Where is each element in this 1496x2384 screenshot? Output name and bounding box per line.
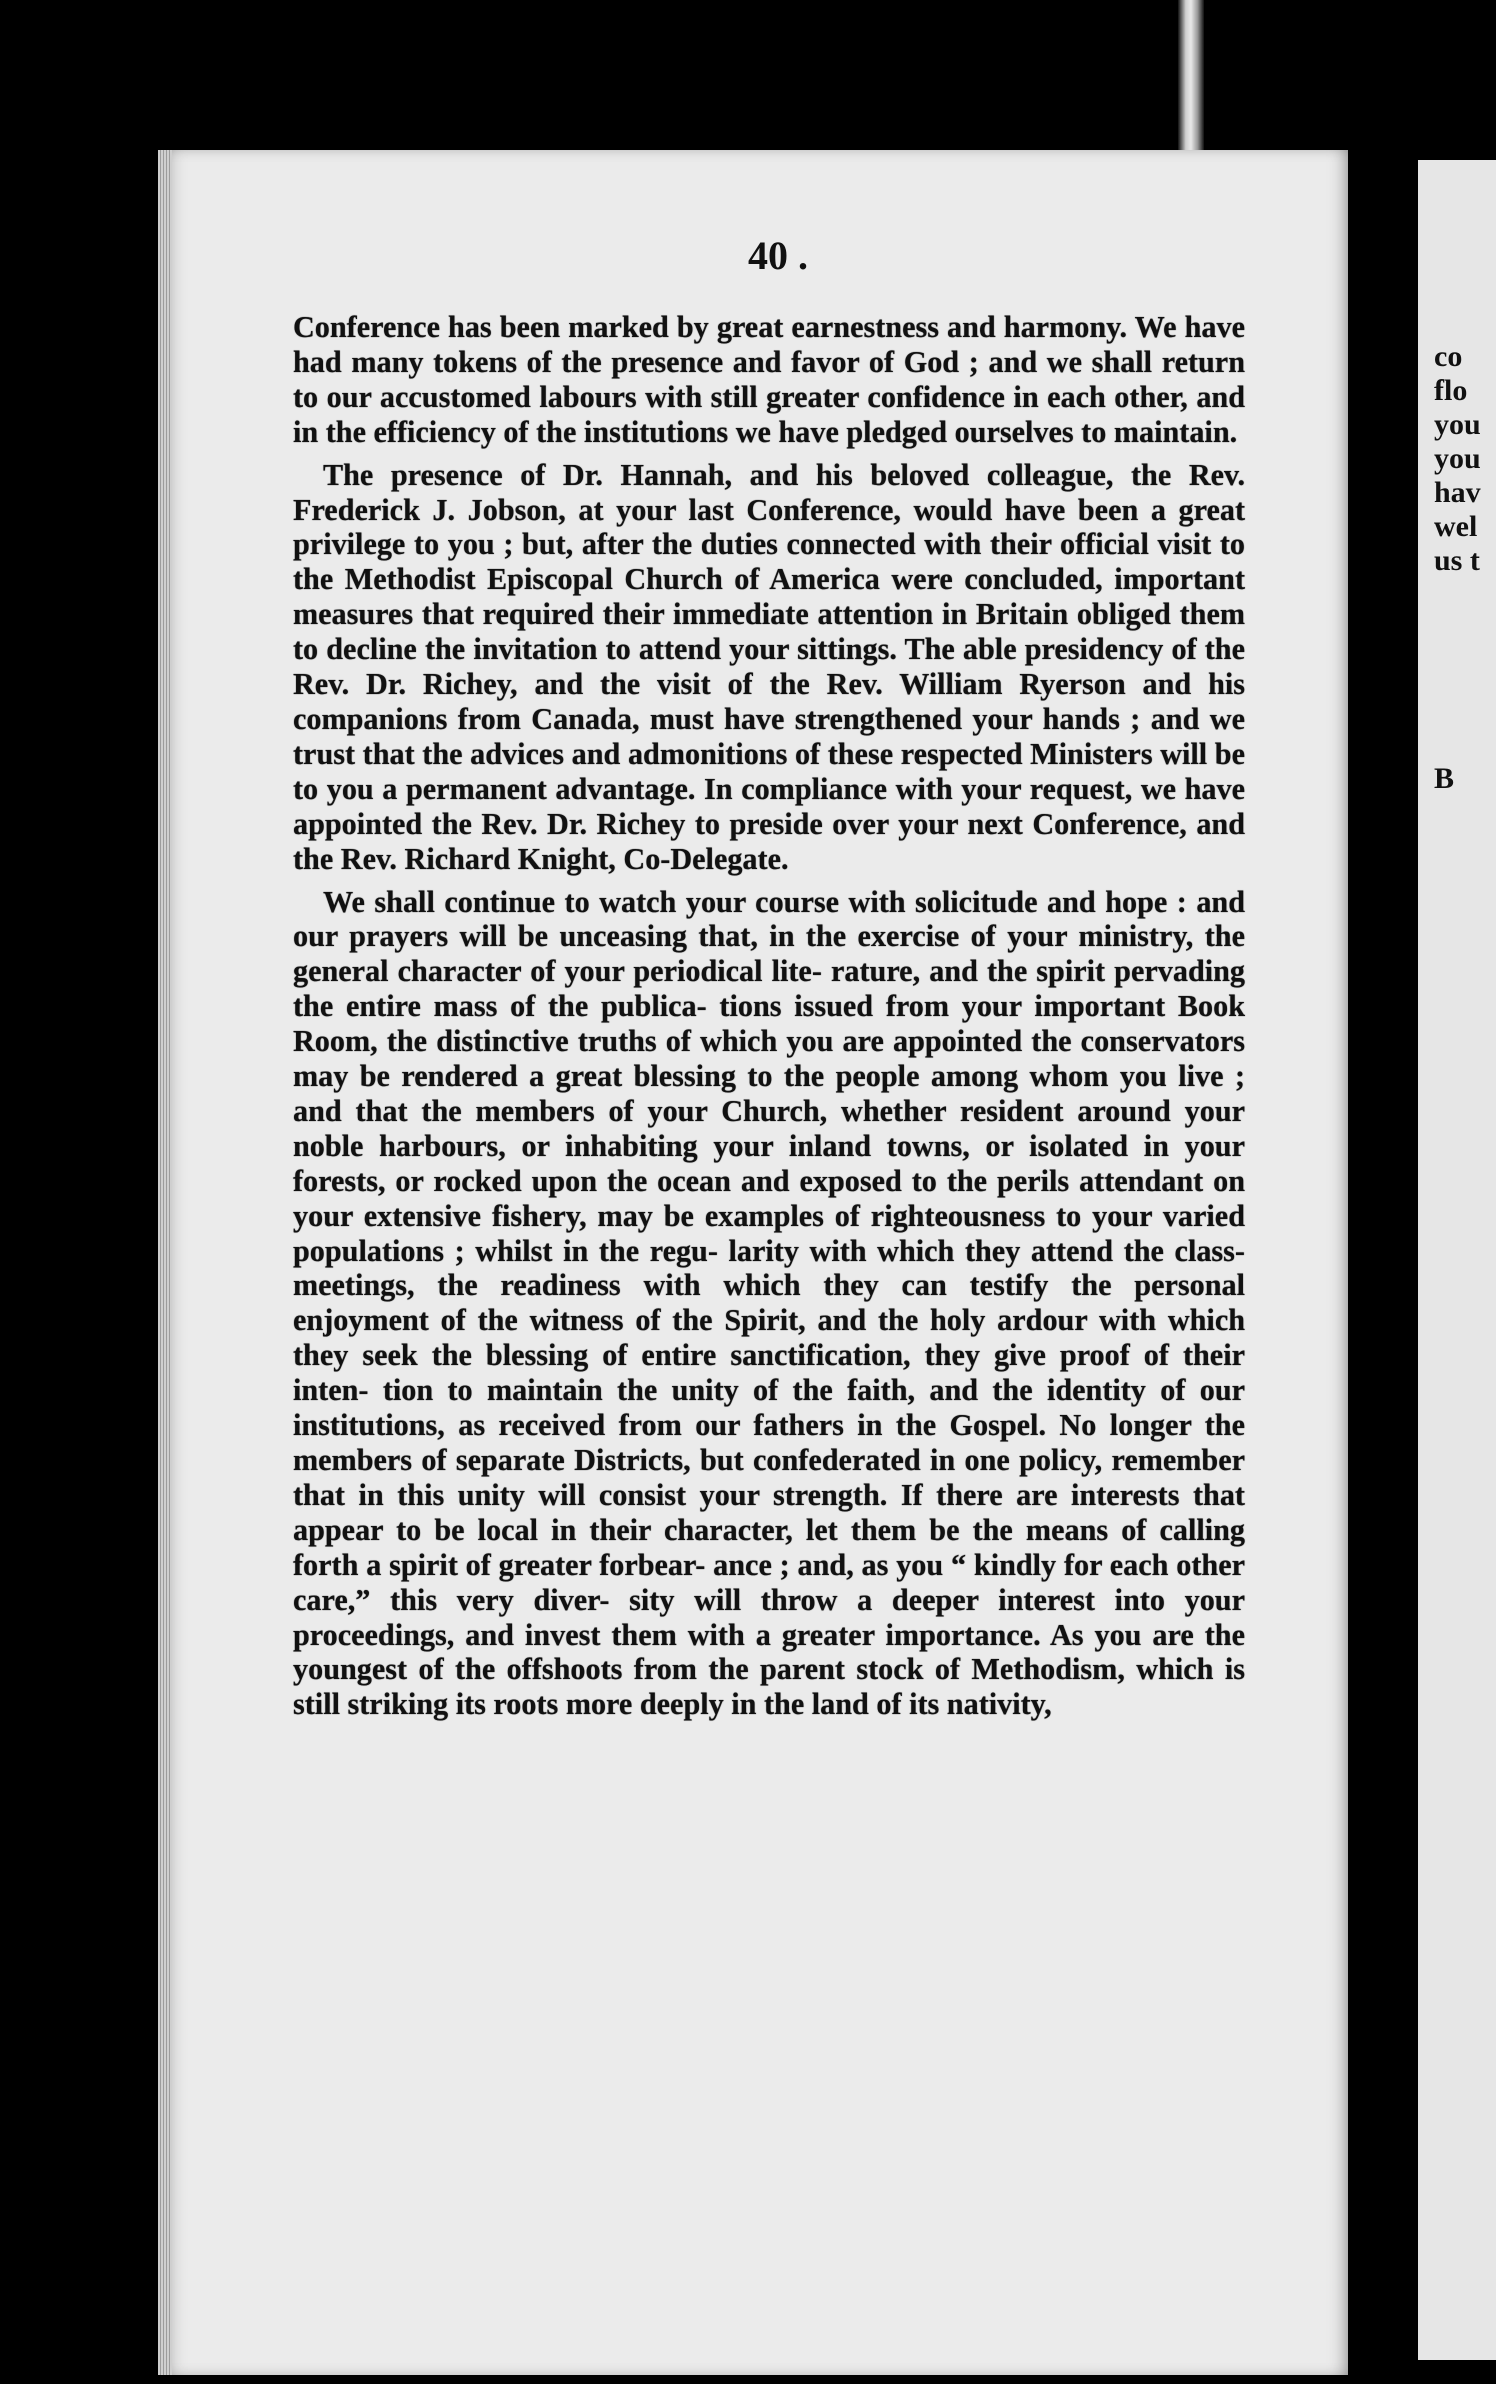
book-page bbox=[158, 150, 1348, 2375]
text-line: invest them with a greater importance. As you are the youngest bbox=[293, 1617, 1245, 1687]
text-line: still striking its roots more deeply in the land of its nativity, bbox=[293, 1687, 1052, 1722]
text-line: truths of which you are appointed the conservators may be bbox=[293, 1024, 1245, 1094]
text-line: Richard Knight, Co-Delegate. bbox=[404, 841, 789, 876]
text-line: with their official visit to the Methodist Episcopal Church of bbox=[293, 527, 1245, 597]
page-gap bbox=[1348, 150, 1418, 2384]
text-line: perils attendant on your extensive fishery, may be examples of bbox=[293, 1163, 1245, 1233]
text-line: tion to maintain the unity of the faith, and the identity of our bbox=[382, 1373, 1246, 1408]
text-line: We shall continue to watch your course with solicitude and bbox=[323, 884, 1106, 919]
text-line: and his companions from Canada, must have strengthened your bbox=[293, 667, 1245, 736]
text-line: righteousness to your varied populations ; whilst in the regu- bbox=[293, 1198, 1245, 1268]
text-line: invitation to attend your sittings. The able presidency of the bbox=[473, 632, 1245, 667]
text-line: the blessing of entire sanctification, they give proof of their inten- bbox=[293, 1338, 1245, 1408]
book-binding bbox=[1178, 0, 1204, 160]
text-line: and that the members of your Church, whether resident around bbox=[293, 1093, 1185, 1128]
facing-fragment: us t bbox=[1434, 544, 1480, 577]
facing-fragment: you bbox=[1434, 442, 1481, 475]
text-line: and we shall return to our accustomed labours with still greater bbox=[293, 344, 1245, 414]
text-line: The presence of Dr. Hannah, and his beloved colleague, the bbox=[323, 457, 1189, 492]
text-line: of your ministry, the general character of your periodical lite- bbox=[293, 919, 1245, 989]
text-line: confidence in each other, and in the efficiency of the institutions bbox=[293, 379, 1246, 449]
text-line: we have pledged ourselves to maintain. bbox=[735, 414, 1238, 449]
facing-fragment: wel bbox=[1434, 510, 1478, 543]
text-line: rendered a great blessing to the people among whom you live ; bbox=[401, 1059, 1245, 1094]
text-line: been a great privilege to you ; but, after the duties connected bbox=[293, 492, 1245, 562]
facing-page bbox=[1418, 160, 1496, 2360]
facing-fragment: B bbox=[1434, 762, 1455, 795]
facing-fragment: flo bbox=[1434, 374, 1468, 407]
page-number: 40 . bbox=[748, 233, 808, 278]
facing-fragment: you bbox=[1434, 408, 1481, 441]
facing-fragment: co bbox=[1434, 340, 1463, 373]
text-line: their immediate attention in Britain obliged them to decline the bbox=[293, 597, 1245, 667]
text-line: sity will throw a deeper interest into your proceedings, and bbox=[293, 1582, 1245, 1652]
text-line: longer the members of separate Districts, but confederated in bbox=[293, 1408, 1245, 1477]
text-line: one policy, remember that in this unity will consist your strength. bbox=[293, 1443, 1245, 1512]
text-line: hope : and our prayers will be unceasing that, in the exercise bbox=[293, 884, 1245, 954]
text-line: let them be the means of calling forth a spirit of greater forbear- bbox=[293, 1512, 1245, 1582]
text-line: Rev. Frederick J. Jobson, at your last Conference, would have bbox=[293, 457, 1245, 527]
text-line: your noble harbours, or inhabiting your inland towns, or isolated bbox=[293, 1093, 1245, 1163]
page-edge bbox=[158, 150, 172, 2375]
text-line: America were concluded, important measures that required bbox=[293, 562, 1245, 632]
page-body bbox=[293, 310, 1245, 1730]
text-line: institutions, as received from our fathers in the Gospel. No bbox=[293, 1408, 1110, 1443]
text-line: tions issued from your important Book Room, the distinctive bbox=[293, 989, 1245, 1059]
text-line: in your forests, or rocked upon the ocean and exposed to the bbox=[293, 1128, 1245, 1198]
text-line: witness of the Spirit, and the holy ardour with which they seek bbox=[293, 1303, 1246, 1373]
paragraph-1 bbox=[293, 310, 1245, 450]
text-line: Conference has been marked by great earnestness and harmony. bbox=[293, 310, 1135, 344]
text-line: respected Ministers will be to you a permanent advantage. In bbox=[293, 736, 1245, 806]
text-line: We have had many tokens of the presence and favor of God ; bbox=[293, 310, 1245, 379]
text-line: of the offshoots from the parent stock of Methodism, which is bbox=[418, 1652, 1245, 1687]
text-line: If there are interests that appear to be local in their character, bbox=[293, 1477, 1245, 1547]
text-line: Richey to preside over your next Conference, and the Rev. bbox=[293, 806, 1245, 876]
text-line: larity with which they attend the class-meetings, the readiness bbox=[293, 1233, 1245, 1303]
text-line: compliance with your request, we have appointed the Rev. Dr. bbox=[293, 771, 1246, 841]
paragraph-3 bbox=[293, 885, 1245, 1723]
text-line: ance ; and, as you “ kindly for each other care,” this very diver- bbox=[293, 1547, 1245, 1617]
text-line: Rev. Dr. Richey, and the visit of the Rev. William Ryerson bbox=[293, 667, 1143, 702]
text-line: with which they can testify the personal enjoyment of the bbox=[293, 1268, 1245, 1338]
paragraph-2 bbox=[293, 458, 1245, 877]
facing-fragment: hav bbox=[1434, 476, 1481, 509]
text-line: hands ; and we trust that the advices and admonitions of these bbox=[293, 701, 1245, 771]
text-line: rature, and the spirit pervading the entire mass of the publica- bbox=[293, 954, 1245, 1024]
